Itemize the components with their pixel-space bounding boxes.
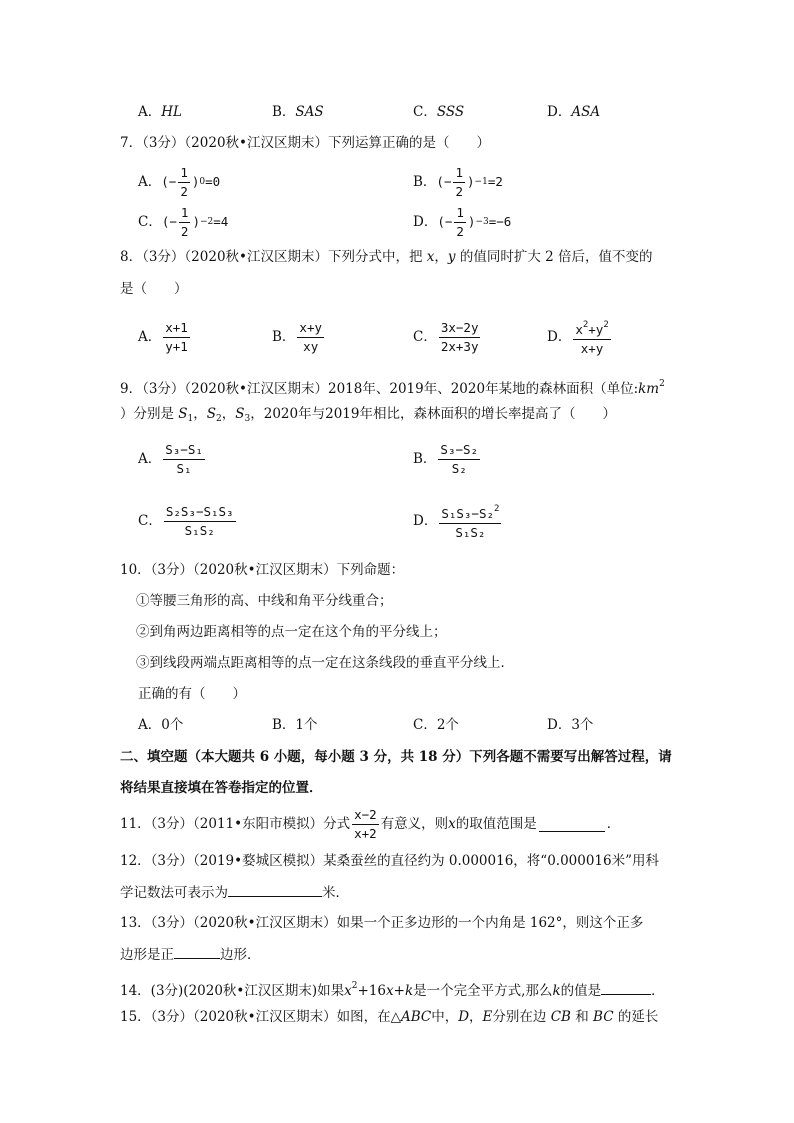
q8-option-c: C． $\frac{3x-2y}{2x+3y}$ bbox=[413, 319, 479, 354]
q12-answer-blank bbox=[228, 882, 322, 897]
q7-option-b: B． (− $\frac{1}{2}$ ) −1 =2 bbox=[413, 164, 503, 199]
q6-option-d: D．ASA bbox=[547, 104, 601, 120]
q14-answer-blank bbox=[601, 980, 651, 995]
q13-line1: 13．（3分）（2020秋•江汉区期末）如果一个正多边形的一个内角是 162°，则这个正多 bbox=[120, 915, 644, 931]
q6-option-c: C．SSS bbox=[413, 104, 465, 120]
q12-line2: 学记数法可表示为 米． bbox=[120, 882, 349, 903]
q9-stem-line2: ）分别是 $S_1$，$S_2$，$S_3$，2020年与2019年相比，森林面积的增长率提高了（ ） bbox=[120, 406, 616, 424]
q7-stem: 7．（3分）（2020秋•江汉区期末）下列运算正确的是（ ） bbox=[120, 135, 490, 151]
q10-correct-prompt: 正确的有（ ） bbox=[138, 686, 246, 702]
q13-line2: 边形是正 边形． bbox=[120, 944, 261, 965]
q7-option-a: A． (− $\frac{1}{2}$ ) 0 =0 bbox=[138, 164, 221, 199]
q10-item-2: ②到角两边距离相等的点一定在这个角的平分线上； bbox=[136, 624, 447, 640]
q7-option-d: D． (− $\frac{1}{2}$ ) −3 =−6 bbox=[413, 204, 512, 239]
section-2-heading: 二、填空题（本大题共 6 小题，每小题 3 分，共 18 分）下列各题不需要写出解答过程，请 bbox=[120, 749, 672, 765]
q9-stem: 9．（3分）（2020秋•江汉区期末）2018年、2019年、2020年某地的森林面积（单位$:km^2$ bbox=[120, 379, 665, 397]
q10-option-b: B．1个 bbox=[272, 717, 318, 733]
q12-line1: 12．（3分）（2019•婺城区模拟）某桑蚕丝的直径约为 0.000016，将“0.000016米”用科 bbox=[120, 853, 660, 869]
q14: 14．(3分)(2020秋•江汉区期末)如果$x^2+16x+k$是一个完全平方式,那么k的值是 ． bbox=[120, 981, 665, 999]
q11-answer-blank bbox=[539, 817, 605, 832]
q10-option-d: D．3个 bbox=[547, 717, 594, 733]
q10-option-c: C．2个 bbox=[413, 717, 459, 733]
q8-stem-line2: 是（ ） bbox=[120, 281, 188, 297]
q8-option-b: B． $\frac{x+y}{xy}$ bbox=[272, 319, 322, 354]
q11: 11．（3分）（2011•东阳市模拟）分式 $\frac{x-2}{x+2}$ 有意义，则 x 的取值范围是 ． bbox=[120, 806, 621, 841]
q9-option-a: A． $\frac{\text{S₃−S₁}}{\text{S₁}}$ bbox=[138, 441, 203, 476]
q8-option-d: D． $\frac{x^2+y^2}{x+y}$ bbox=[547, 317, 613, 357]
section-2-heading-line2: 将结果直接填在答卷指定的位置． bbox=[120, 780, 323, 796]
q15: 15．（3分）（2020秋•江汉区期末）如图，在△ABC中，D，E分别在边 CB 和 BC 的延长 bbox=[120, 1009, 659, 1025]
q8-stem: 8．（3分）（2020秋•江汉区期末）下列分式中，把 x，y 的值同时扩大 2 倍后，值不变的 bbox=[120, 249, 653, 265]
q9-option-b: B． $\frac{\text{S₃−S₂}}{\text{S₂}}$ bbox=[413, 441, 479, 476]
q8-option-a: A． $\frac{x+1}{y+1}$ bbox=[138, 319, 188, 354]
q13-answer-blank bbox=[174, 944, 220, 959]
q10-item-1: ①等腰三角形的高、中线和角平分线重合； bbox=[136, 593, 393, 609]
q9-option-c: C． $\frac{\text{S₂S₃−S₁S₃}}{\text{S₁S₂}}$ bbox=[138, 503, 234, 538]
q10-option-a: A．0个 bbox=[138, 717, 184, 733]
q10-item-3: ③到线段两端点距离相等的点一定在这条线段的垂直平分线上． bbox=[136, 655, 514, 671]
q6-option-b: B．SAS bbox=[272, 104, 324, 120]
q6-option-a: A．HL bbox=[138, 104, 182, 120]
q9-option-d: D． $\frac{S_1S_3-S_2^2}{\text{S₁S₂}}$ bbox=[413, 499, 503, 543]
q10-stem: 10．（3分）（2020秋•江汉区期末）下列命题： bbox=[120, 562, 405, 578]
q7-option-c: C． (− $\frac{1}{2}$ ) −2 =4 bbox=[138, 204, 229, 239]
